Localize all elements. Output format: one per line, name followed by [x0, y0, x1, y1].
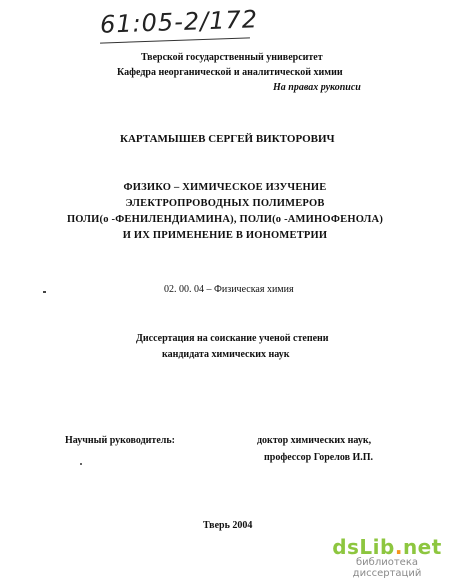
title-line: ПОЛИ(о -ФЕНИЛЕНДИАМИНА), ПОЛИ(о -АМИНОФЕНОЛА) [66, 214, 384, 225]
degree-line-1: Диссертация на соискание ученой степени [136, 333, 329, 344]
dissertation-title [0, 180, 450, 244]
supervisor-label: Научный руководитель: [65, 435, 175, 446]
dslib-watermark[interactable] [332, 535, 442, 579]
author-name: КАРТАМЫШЕВ СЕРГЕЙ ВИКТОРОВИЧ [120, 133, 335, 145]
title-line: ЭЛЕКТРОПРОВОДНЫХ ПОЛИМЕРОВ [125, 198, 325, 209]
supervisor-name: профессор Горелов И.П. [264, 452, 374, 463]
scan-speck [80, 463, 82, 465]
specialty-code: 02. 00. 04 – Физическая химия [164, 284, 294, 295]
archive-stamp: 61:05-2/172 [99, 5, 259, 39]
dslib-logo: dsLib.net [332, 535, 442, 559]
scan-speck [43, 291, 46, 293]
city-year: Тверь 2004 [203, 520, 253, 531]
title-line: ФИЗИКО – ХИМИЧЕСКОЕ ИЗУЧЕНИЕ [123, 182, 327, 193]
department-name: Кафедра неорганической и аналитической химии [117, 67, 343, 78]
watermark-subtitle: библиотека диссертаций [352, 557, 422, 579]
manuscript-note: На правах рукописи [273, 82, 361, 93]
university-name: Тверской государственный университет [141, 52, 323, 63]
degree-line-2: кандидата химических наук [162, 349, 290, 360]
title-line: И ИХ ПРИМЕНЕНИЕ В ИОНОМЕТРИИ [122, 230, 328, 241]
supervisor-degree: доктор химических наук, [257, 435, 372, 446]
stamp-underline [100, 37, 250, 43]
